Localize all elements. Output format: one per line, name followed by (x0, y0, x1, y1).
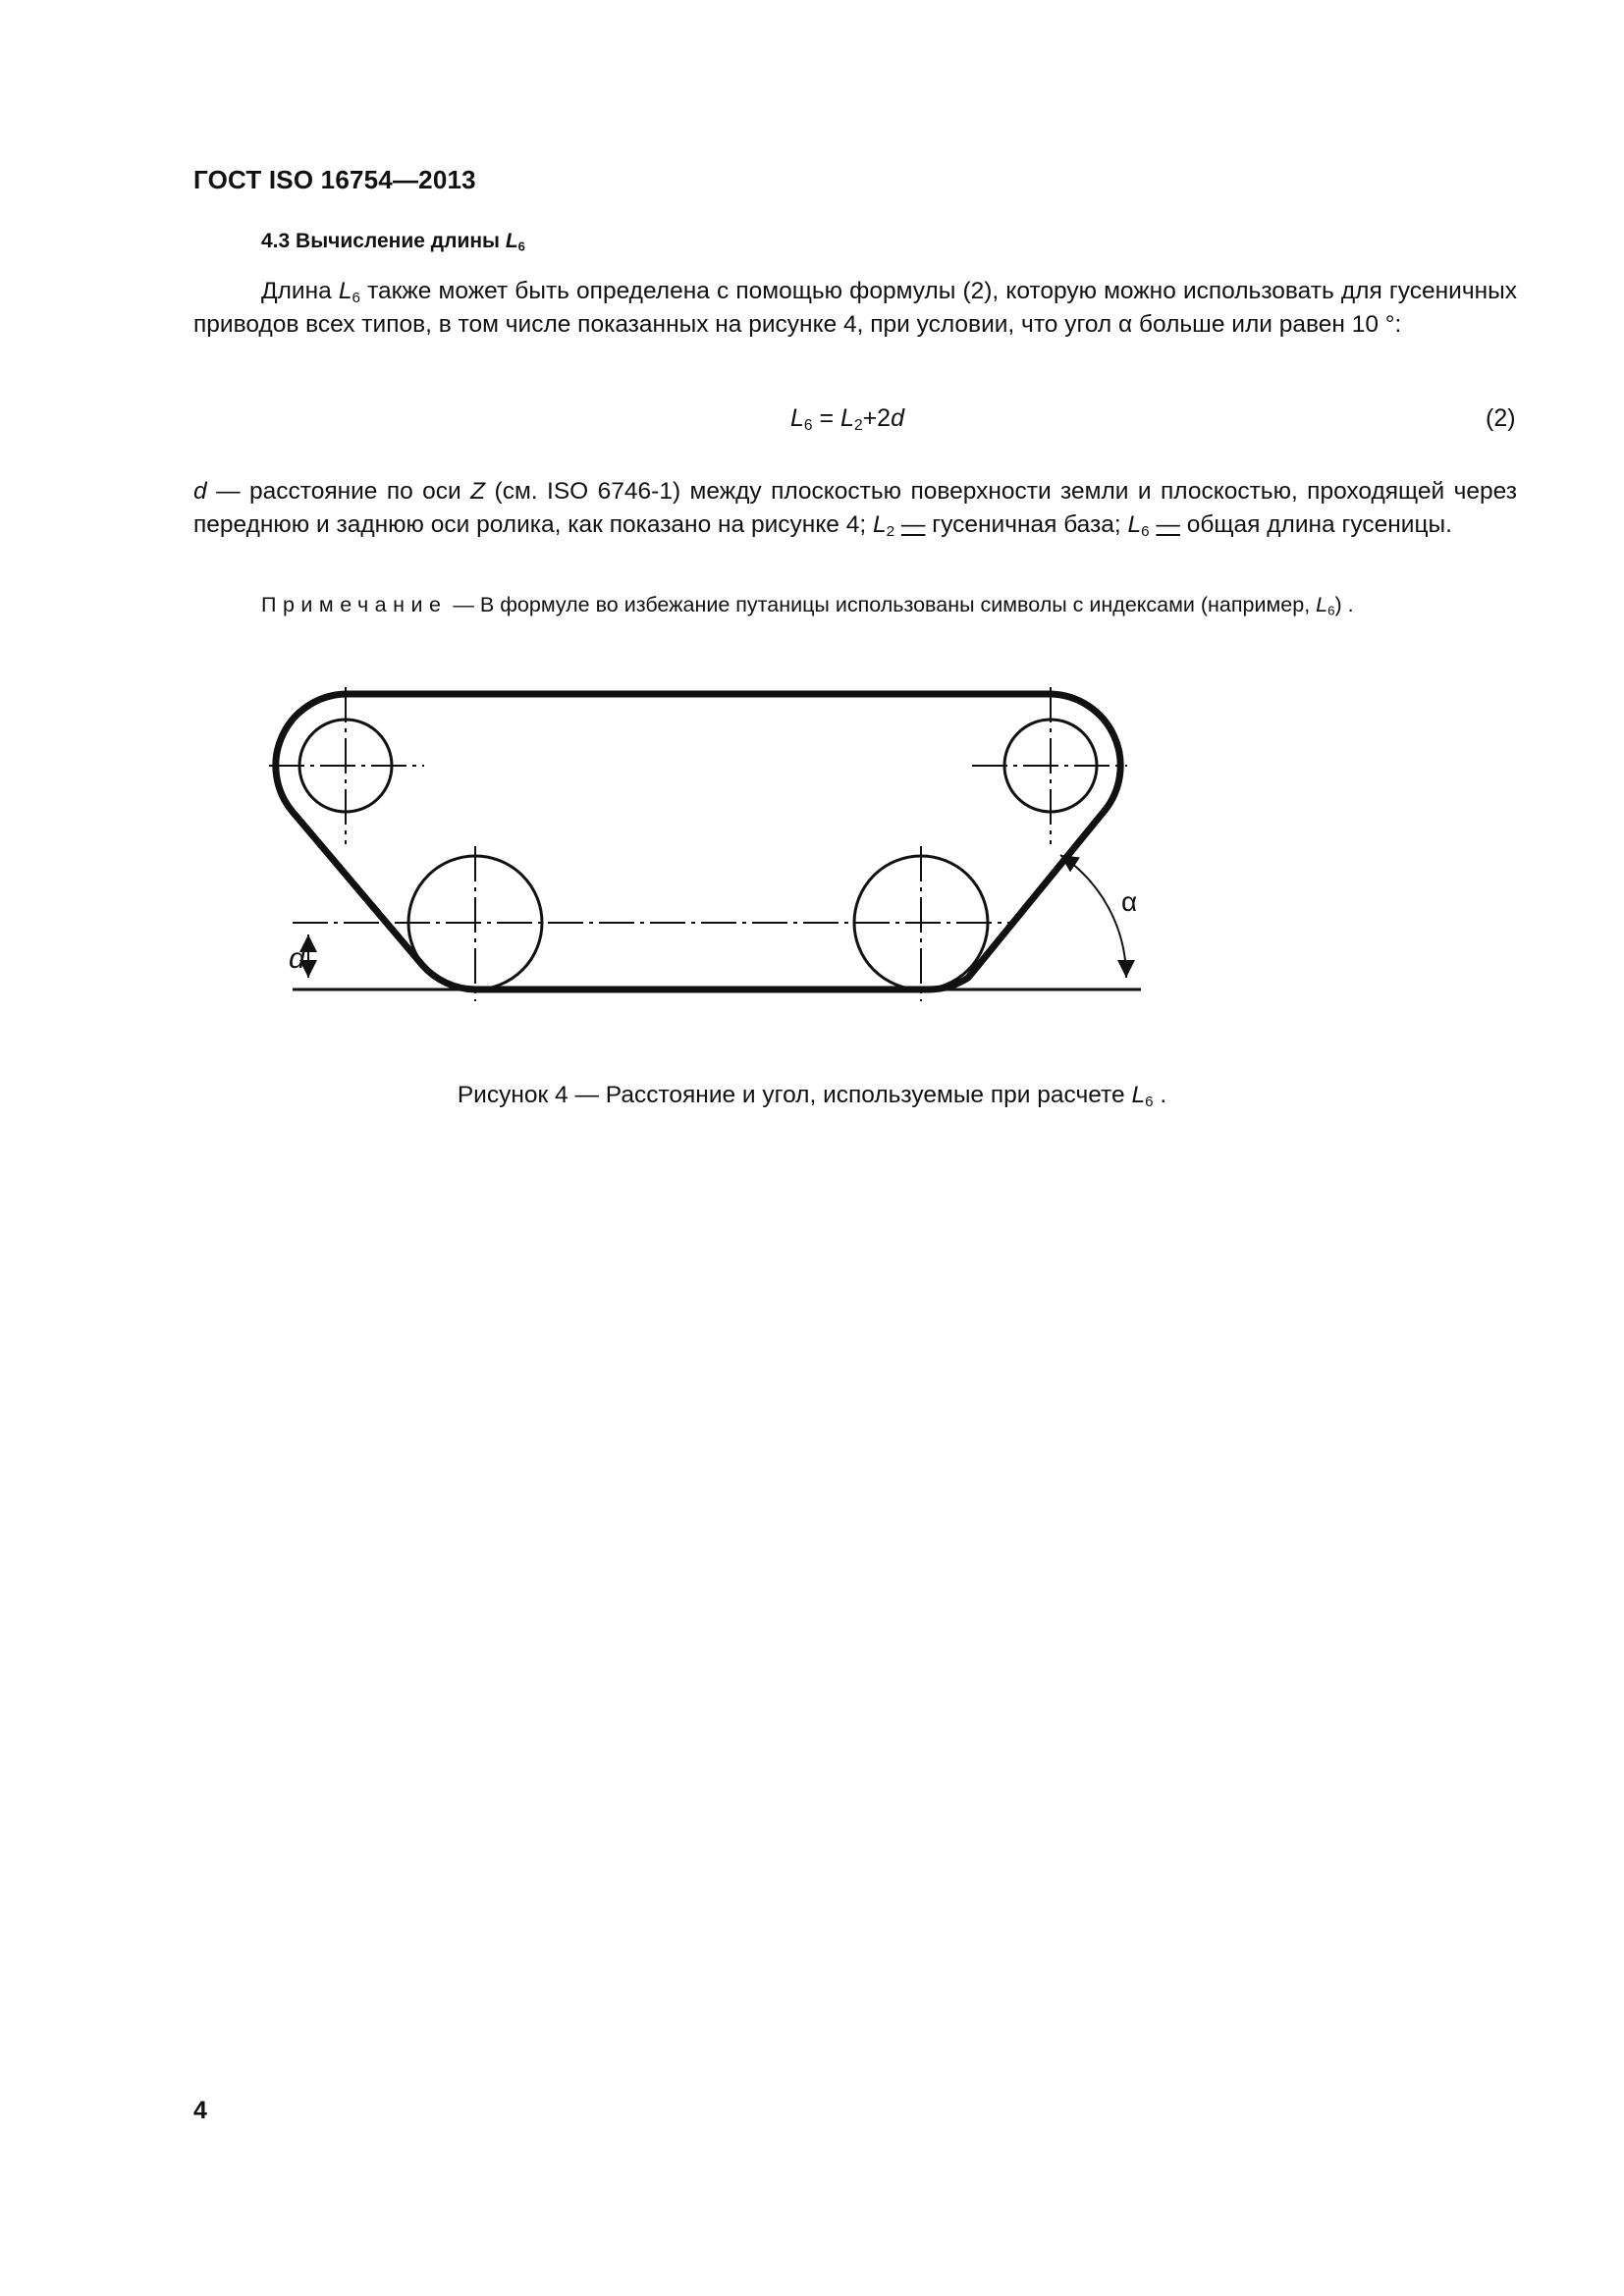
caption-text: Рисунок 4 — Расстояние и угол, используемые при расчете (457, 1082, 1132, 1108)
formula-d: d (891, 404, 904, 432)
note-end: ) . (1334, 593, 1354, 616)
label-d: d (289, 942, 305, 975)
track-belt (276, 694, 1120, 989)
note-text: — В формуле во избежание путаницы использованы символы с индексами (например, (447, 593, 1317, 616)
caption-end: . (1160, 1082, 1167, 1108)
var-d-text: — расстояние по оси (206, 478, 471, 505)
center-lines (269, 687, 1127, 1001)
var-l6: L (1127, 511, 1142, 538)
para1-text: также может быть определена с помощью формулы (2), которую можно использовать для гусеничных приводов всех типов, в том числе показанных на рисунке 4, при условии, что угол α больше или равен 10 °: (193, 278, 1517, 338)
formula-equals: = (812, 404, 841, 432)
caption-symbol-sub: 6 (1145, 1093, 1154, 1110)
note (193, 589, 1517, 620)
paragraph-definition (193, 275, 1517, 342)
note-label: Примечание (261, 593, 448, 616)
document-header: ГОСТ ISO 16754—2013 (193, 165, 476, 194)
section-symbol-sub: 6 (517, 239, 525, 254)
formula-lhs: L (790, 404, 804, 432)
section-number: 4.3 (261, 230, 291, 252)
note-symbol: L (1316, 593, 1328, 616)
var-l6-text: общая длина гусеницы. (1179, 511, 1452, 538)
formula-rhs-sub: 2 (853, 416, 863, 434)
paragraph-variables (193, 475, 1517, 542)
section-title: Вычисление длины (296, 230, 500, 252)
equation-number: (2) (1486, 404, 1516, 432)
formula-plus: +2 (862, 404, 892, 432)
track-diagram (257, 677, 1161, 1011)
var-l2-sub: 2 (886, 522, 895, 540)
var-d: d (193, 478, 207, 505)
var-l2: L (872, 511, 887, 538)
formula-rhs: L (840, 404, 854, 432)
para1-symbol: L (338, 278, 352, 304)
var-z: Z (470, 478, 486, 505)
formula-lhs-sub: 6 (803, 416, 813, 434)
section-heading (261, 230, 525, 253)
var-l2-dash: — (900, 511, 926, 538)
var-l6-dash: — (1156, 511, 1180, 538)
formula (790, 404, 904, 433)
para1-lead: Длина (261, 278, 332, 304)
label-alpha: α (1121, 886, 1138, 917)
note-symbol-sub: 6 (1327, 603, 1335, 618)
var-l2-text: гусеничная база; (925, 511, 1128, 538)
var-l6-sub: 6 (1141, 522, 1150, 540)
caption-symbol: L (1131, 1082, 1146, 1108)
figure-caption (0, 1082, 1624, 1109)
page-number: 4 (193, 2097, 207, 2124)
var-z-text: (см. ISO 6746-1) между плоскостью поверхности земли и плоскостью, проходящей через переднюю и заднюю оси ролика, как показано на рисунке 4; (193, 478, 1517, 538)
section-symbol: L (505, 230, 518, 252)
para1-symbol-sub: 6 (352, 289, 360, 306)
angle-alpha-arc (1060, 855, 1126, 978)
